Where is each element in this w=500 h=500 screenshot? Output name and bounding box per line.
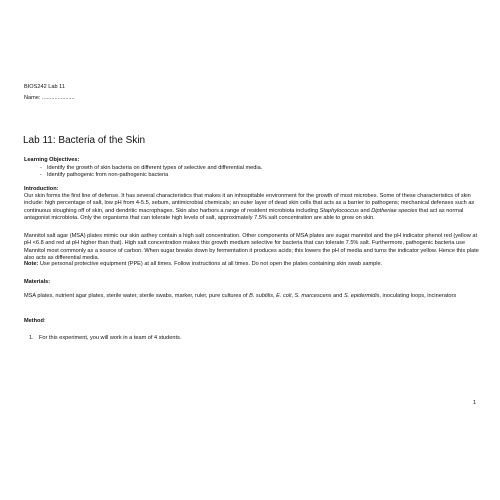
organism-name: S. marcescens bbox=[294, 293, 332, 299]
separator: , bbox=[273, 293, 277, 299]
step-number: 1. bbox=[29, 335, 34, 341]
intro-text: that act as normal antagonist microbiota. Only the organisms that can tolerate high levels of salt, approximately 7.5% salt concentration are able to grow on skin. bbox=[24, 207, 464, 222]
materials-list bbox=[24, 293, 480, 300]
step-text: For this experiment, you will work in a team of 4 students. bbox=[39, 335, 182, 341]
intro-text: Our skin forms the first line of defense. It has several characteristics that makes it an inhospitable environment for the growth of most microbes. Some of these characteristics of skin include: high percentage of salt, low pH from 4-5.5, sebum, antimicrobial chemicals; an outer layer of dead skin cells that acts as a barrier to pathogens; mechanical defenses such as continuous sloughing off of skin, and dendritic macrophages. Skin also harbors a range of resident microbiota including bbox=[24, 193, 475, 214]
organism-name: S. epidermidis bbox=[343, 293, 380, 299]
objectives-list bbox=[40, 165, 262, 180]
safety-note bbox=[24, 261, 480, 268]
materials-text: , inoculating loops, incinerators bbox=[379, 293, 457, 299]
name-field-label: Name: ..................... bbox=[24, 95, 75, 101]
introduction-paragraph-1 bbox=[24, 193, 480, 223]
method-steps bbox=[29, 335, 181, 342]
objectives-heading: Learning Objectives: bbox=[24, 157, 80, 163]
materials-text: MSA plates, nutrient agar plates, sterile water, sterile swabs, marker, ruler, pure cultures of bbox=[24, 293, 250, 299]
objective-item: - Identify the growth of skin bacteria on different types of selective and differential media. bbox=[40, 165, 262, 172]
objective-item: - Identify pathogenic from non-pathogenic bacteria bbox=[40, 172, 262, 179]
organism-name: B. subtilis bbox=[249, 293, 274, 299]
method-heading bbox=[24, 318, 45, 325]
separator: , bbox=[291, 293, 295, 299]
organism-name: E. coli bbox=[276, 293, 292, 299]
genus-name: Staphylococcus bbox=[319, 207, 359, 214]
method-heading-colon: : bbox=[43, 318, 46, 324]
materials-heading: Materials: bbox=[24, 279, 51, 285]
note-text: Use personal protective equipment (PPE) at all times. Follow instructions at all times. Do not open the plates containing skin swab sample. bbox=[38, 261, 383, 267]
intro-text: and bbox=[358, 207, 372, 214]
course-code: BIOS242 Lab 11 bbox=[24, 84, 65, 90]
note-label: Note: bbox=[24, 261, 39, 267]
method-step bbox=[29, 335, 181, 342]
method-heading-text: Method bbox=[24, 318, 44, 324]
lab-title: Lab 11: Bacteria of the Skin bbox=[23, 135, 146, 146]
introduction-paragraph-2: Mannitol salt agar (MSA) plates mimic our skin asthey contain a high salt concentration. Other components of MSA plates are sugar mannitol and the pH indicator phenol red (yellow at pH <6.8 and red at pH higher than that). High salt concentration makes this growth medium selective for bacteria that can tolerate 7.5% salt. Furthermore, pathogenic bacteria use Mannitol most commonly as a source of carbon. When sugar breaks down by fermentation it produces acids; this lowers the pH of media and turns the indicator yellow. Hence this plate also acts as differential media. bbox=[24, 233, 479, 262]
introduction-heading: Introduction: bbox=[24, 186, 59, 192]
species-name: Diptheriae species bbox=[371, 207, 418, 214]
separator: and bbox=[331, 293, 344, 299]
page-number: 1 bbox=[473, 400, 477, 406]
